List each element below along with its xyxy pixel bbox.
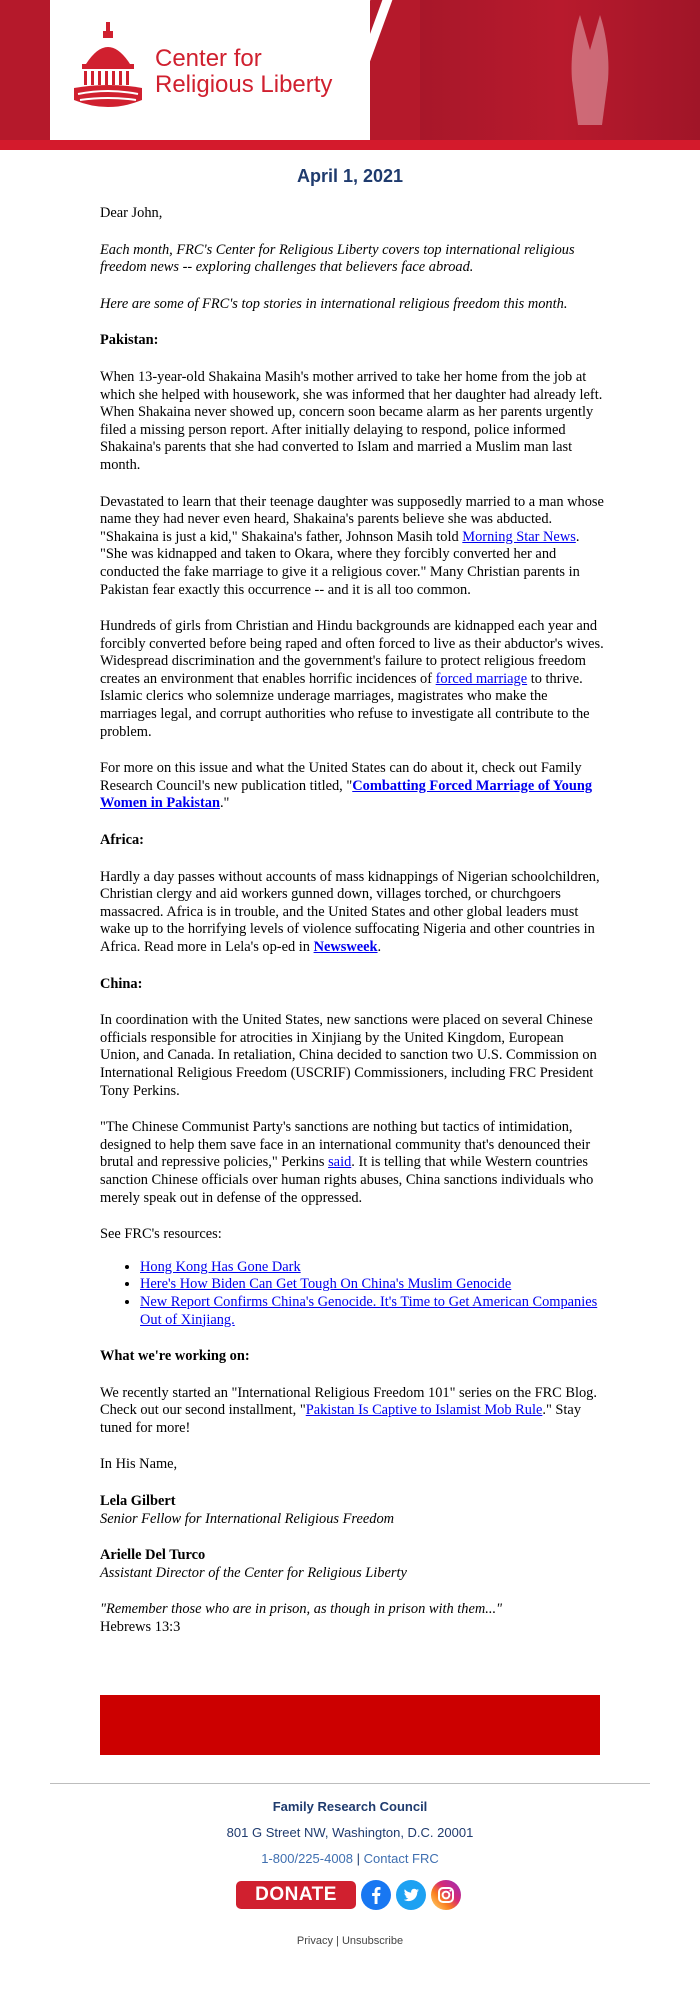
pakistan-paragraph xyxy=(100,618,605,741)
paragraph-text: Devastated to learn that their teenage daughter was supposedly married to a man whose name they had never even heard, Shakaina's parents believe she was abducted. "Shakaina is just a kid," Shakaina's father, Johnson Masih told xyxy=(100,493,604,545)
donate-button[interactable]: DONATE xyxy=(236,1881,356,1909)
newsweek-link[interactable]: Newsweek xyxy=(313,939,378,955)
footer-address: 801 G Street NW, Washington, D.C. 20001 xyxy=(226,1825,474,1840)
paragraph-text: . xyxy=(377,939,382,955)
paragraph-text: ." xyxy=(219,795,230,812)
china-paragraph: In coordination with the United States, new sanctions were placed on several Chinese officials responsible for atrocities in Xinjiang by the United Kingdom, European Union, and Canada. In retaliation, China decided to sanction two U.S. Commission on International Religious Freedom (USCRIF) Commissioners, including FRC President Tony Perkins. xyxy=(100,1012,597,1099)
signature xyxy=(100,1493,605,1528)
greeting: Dear John, xyxy=(100,205,163,221)
privacy-link[interactable]: Privacy xyxy=(296,1935,333,1947)
said-link[interactable]: said xyxy=(328,1154,352,1171)
footer xyxy=(0,1797,700,1869)
resource-link-hong-kong[interactable]: Hong Kong Has Gone Dark xyxy=(140,1258,301,1275)
pakistan-paragraph xyxy=(100,494,605,600)
logo-text xyxy=(155,46,332,98)
intro-paragraph: Here are some of FRC's top stories in international religious freedom this month. xyxy=(100,295,568,312)
red-banner xyxy=(100,1695,600,1755)
separator: | xyxy=(356,1851,364,1866)
twitter-icon[interactable] xyxy=(396,1880,426,1910)
paragraph-text: For more on this issue and what the United States can do about it, check out Family Research Council's new publication titled, " xyxy=(100,760,582,794)
china-paragraph xyxy=(100,1119,605,1207)
newsletter-date: April 1, 2021 xyxy=(296,166,404,186)
header-banner xyxy=(0,0,700,150)
logo-line-2: Religious Liberty xyxy=(155,71,333,98)
signature xyxy=(100,1547,605,1582)
footer-contact xyxy=(0,1849,700,1869)
header-bottom-bar xyxy=(0,140,700,150)
resource-link-report[interactable]: New Report Confirms China's Genocide. It's Time to Get American Companies Out of Xinjiang. xyxy=(140,1293,598,1328)
list-item xyxy=(140,1259,605,1277)
section-heading-africa: Africa: xyxy=(100,832,144,849)
paragraph-text: Hardly a day passes without accounts of mass kidnappings of Nigerian schoolchildren, Christian clergy and aid workers gunned down, villages torched, or churchgoers massacred. Africa is in trouble, and the United States and other global leaders must wake up to the horrifying levels of violence suffocating Nigeria and other countries in Africa. Read more in Lela's op-ed in xyxy=(100,868,600,955)
signer-title: Senior Fellow for International Religious Freedom xyxy=(100,1510,395,1527)
section-heading-working: What we're working on: xyxy=(100,1348,250,1365)
unsubscribe-link[interactable]: Unsubscribe xyxy=(341,1935,404,1947)
blog-link[interactable]: Pakistan Is Captive to Islamist Mob Rule xyxy=(305,1402,543,1419)
quote-reference: Hebrews 13:3 xyxy=(100,1619,181,1636)
signer-name: Arielle Del Turco xyxy=(100,1547,206,1564)
paragraph-text: ." Stay tuned for more! xyxy=(100,1402,582,1436)
working-paragraph xyxy=(100,1385,605,1438)
paragraph-text: . It is telling that while Western countries sanction Chinese officials over human rights abuses, China sanctions individuals who merely speak out in defense of the oppressed. xyxy=(100,1154,594,1206)
forced-marriage-link[interactable]: forced marriage xyxy=(435,670,528,687)
footer-org-name: Family Research Council xyxy=(272,1799,428,1814)
intro-paragraph: Each month, FRC's Center for Religious Liberty covers top international religious freedom news -- exploring challenges that believers face abroad. xyxy=(100,241,575,276)
closing-quote xyxy=(100,1601,605,1636)
paragraph-text: "The Chinese Communist Party's sanctions are nothing but tactics of intimidation, designed to help them save face in an international community that's denounced their brutal and repressive policies," Perkins xyxy=(100,1119,591,1171)
signer-title: Assistant Director of the Center for Religious Liberty xyxy=(100,1564,407,1581)
paragraph-text: We recently started an "International Religious Freedom 101" series on the FRC Blog. Check out our second installment, " xyxy=(100,1384,597,1419)
capitol-dome-icon xyxy=(72,22,144,112)
logo-line-1: Center for xyxy=(155,45,262,72)
quote-text: "Remember those who are in prison, as though in prison with them..." xyxy=(100,1601,503,1618)
closing: In His Name, xyxy=(100,1456,178,1473)
instagram-icon[interactable] xyxy=(431,1880,461,1910)
publication-link[interactable]: Combatting Forced Marriage of Young Women in Pakistan xyxy=(100,777,593,812)
paragraph-text: to thrive. Islamic clerics who solemnize underage marriages, magistrates who make the marriages legal, and corrupt authorities who refuse to investigate all contribute to the problem. xyxy=(100,670,590,740)
africa-paragraph xyxy=(100,869,605,957)
footer-links xyxy=(0,1935,700,1947)
pakistan-paragraph xyxy=(100,760,605,813)
pakistan-paragraph: When 13-year-old Shakaina Masih's mother arrived to take her home from the job at which she helped with housework, she was informed that her daughter had already left. When Shakaina never showed up, concern soon became alarm as her parents urgently filed a missing person report. After initially delaying to respond, police informed Shakaina's parents that she had converted to Islam and married a Muslim man last month. xyxy=(100,368,603,473)
signer-name: Lela Gilbert xyxy=(100,1493,176,1510)
resource-link-biden[interactable]: Here's How Biden Can Get Tough On China's Muslim Genocide xyxy=(140,1276,512,1293)
list-item xyxy=(140,1276,605,1294)
contact-frc-link[interactable]: Contact FRC xyxy=(363,1851,439,1866)
resources-list xyxy=(140,1259,605,1329)
resources-intro: See FRC's resources: xyxy=(100,1226,222,1243)
paragraph-text: . "She was kidnapped and taken to Okara, where they forcibly converted her and conducted the fake marriage to give it a religious cover." Many Christian parents in Pakistan fear exactly this occurrence -- and it is all too common. xyxy=(100,528,580,598)
section-heading-china: China: xyxy=(100,975,143,992)
separator: | xyxy=(336,1935,342,1947)
morning-star-news-link[interactable]: Morning Star News xyxy=(462,528,576,545)
list-item xyxy=(140,1294,605,1329)
footer-divider xyxy=(50,1783,650,1784)
footer-phone[interactable]: 1-800/225-4008 xyxy=(261,1851,354,1866)
newsletter-body xyxy=(100,205,605,1637)
praying-hands-icon xyxy=(520,10,660,130)
paragraph-text: Hundreds of girls from Christian and Hindu backgrounds are kidnapped each year and forcibly converted before being raped and often forced to live as their abductor's wives. Widespread discrimination and the government's failure to protect religious freedom creates an environment that enables horrific incidences of xyxy=(100,618,604,687)
facebook-icon[interactable] xyxy=(361,1880,391,1910)
section-heading-pakistan: Pakistan: xyxy=(100,332,159,349)
